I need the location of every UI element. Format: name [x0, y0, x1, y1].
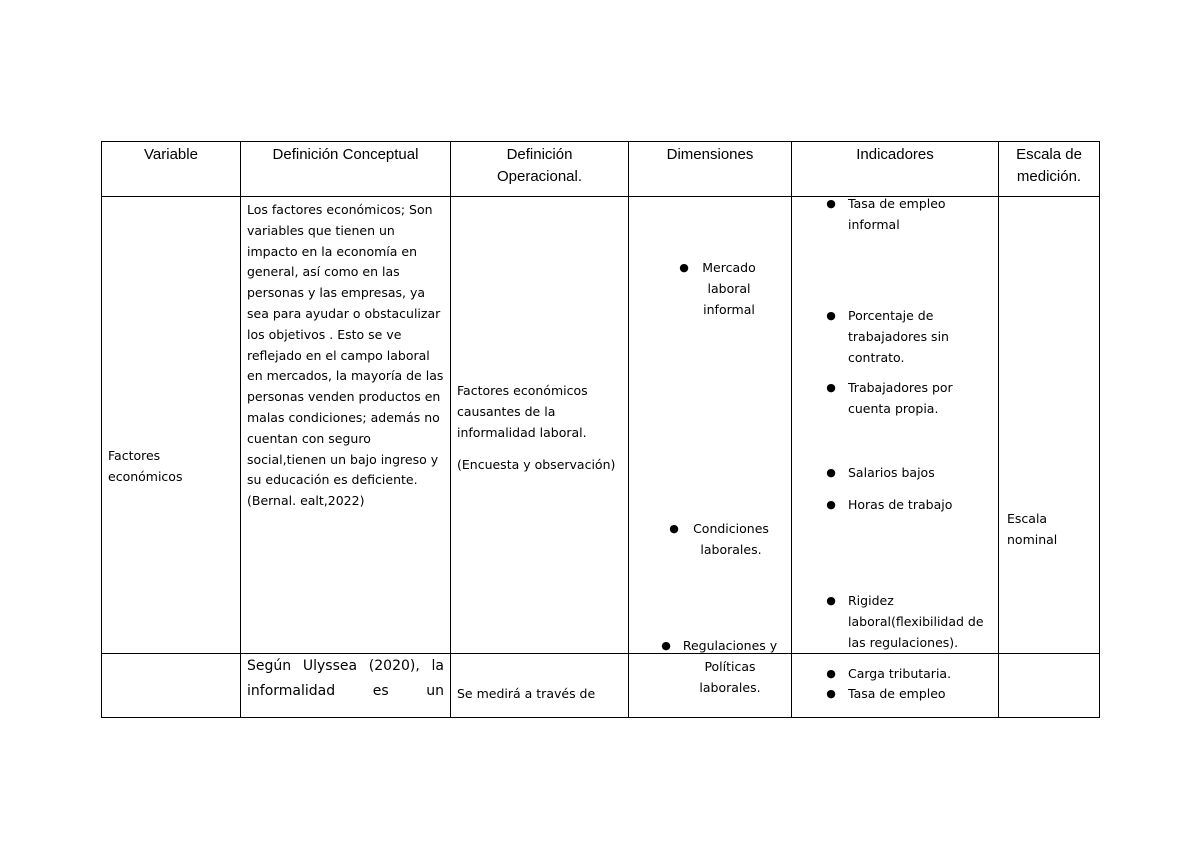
header-variable: Variable	[102, 142, 241, 197]
list-item: ● Trabajadores por cuenta propia.	[820, 378, 992, 420]
list-item: ● Porcentaje de trabajadores sin contrato.	[820, 306, 992, 368]
operational-definition-text: Factores económicos causantes de la informalidad laboral.	[457, 383, 588, 440]
bullet-icon: ●	[679, 261, 689, 274]
operational-definition-note: (Encuesta y observación)	[457, 457, 616, 472]
list-item: ● Tasa de empleo	[792, 654, 998, 705]
list-item: ● Salarios bajos	[820, 463, 992, 484]
cell-dimensiones	[629, 197, 792, 695]
list-item: ● Regulaciones y Políticas laborales.	[655, 636, 790, 698]
list-item: ● Mercado laboral informal	[673, 258, 773, 320]
header-escala: Escala de medición.	[999, 142, 1100, 197]
list-item: ● Carga tributaria.	[820, 664, 992, 685]
list-item: ● Tasa de empleo informal	[820, 194, 992, 236]
bullet-icon: ●	[826, 309, 836, 322]
cell-variable	[102, 197, 241, 654]
cell-definicion-conceptual	[241, 197, 451, 654]
bullet-icon: ●	[661, 639, 671, 652]
bullet-icon: ●	[826, 687, 836, 700]
cell-definicion-conceptual: Según Ulyssea (2020), la informalidad es un	[241, 654, 451, 718]
table-row	[102, 197, 1100, 654]
bullet-icon: ●	[826, 498, 836, 511]
conceptual-definition-text: Los factores económicos; Son variables que tienen un impacto en la economía en general, así como en las personas y las empresas, ya sea para ayudar o obstaculizar los objetivos . Esto se ve reflejado en el campo laboral en mercados, la mayoría de las personas venden productos en malas condiciones; además no cuentan con seguro social,tienen un bajo ingreso y su educación es deficiente. (Bernal. ealt,2022)	[247, 202, 444, 509]
list-item: ● Rigidez laboral(flexibilidad de las regulaciones).	[820, 591, 996, 653]
header-definicion-conceptual: Definición Conceptual	[241, 142, 451, 197]
cell-escala	[999, 654, 1100, 718]
operationalization-table	[101, 141, 1100, 718]
cell-definicion-operacional: Se medirá a través de	[451, 654, 629, 718]
cell-definicion-operacional	[451, 197, 629, 654]
bullet-icon: ●	[826, 667, 836, 680]
bullet-icon: ●	[669, 522, 679, 535]
bullet-icon: ●	[826, 594, 836, 607]
bullet-icon: ●	[826, 197, 836, 210]
bullet-icon: ●	[826, 381, 836, 394]
header-dimensiones: Dimensiones	[629, 142, 792, 197]
header-row	[102, 142, 1100, 197]
cell-escala	[999, 197, 1100, 654]
variable-name: Factores económicos	[108, 448, 183, 484]
bullet-icon: ●	[826, 466, 836, 479]
header-definicion-operacional: Definición Operacional.	[451, 142, 629, 197]
cell-variable	[102, 654, 241, 718]
cell-indicadores	[792, 196, 999, 681]
list-item: ● Condiciones laborales.	[663, 519, 783, 561]
list-item: ● Horas de trabajo	[820, 495, 992, 516]
header-indicadores: Indicadores	[792, 142, 999, 197]
escala-value: Escala nominal	[1007, 511, 1058, 547]
